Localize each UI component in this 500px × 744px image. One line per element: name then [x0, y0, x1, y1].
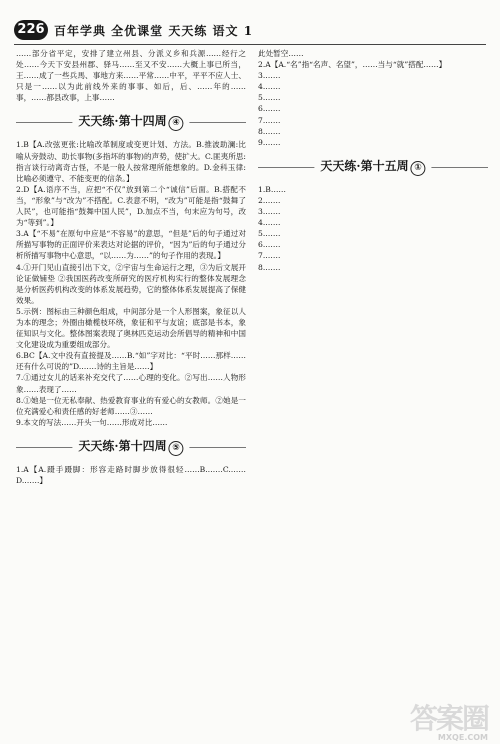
answer-item: 此处暂空……: [258, 49, 304, 58]
answer-item: 2.……: [258, 195, 281, 205]
answer-item: 6.……: [258, 104, 281, 114]
answer-item: 3.……: [258, 71, 281, 81]
answer-item: 7.……: [258, 115, 281, 125]
answer-item: 2.A【A.“名”指“名声、名望”，……当与“就”搭配……】: [258, 60, 447, 70]
answer-item: 1.B【A.改弦更张:比喻改革制度或变更计划、方法。B.推波助澜:比喻从旁鼓动、助长事物(多指坏的事物)的声势，使扩大。C.匪夷所思:指言谈行动离奇古怪，不是一般人按常理所能想象的。D.金科玉律:比喻必须遵守、不能变更的信条。】: [16, 140, 246, 183]
section-number: ④: [169, 116, 184, 131]
answer-item: 6.……: [258, 240, 281, 250]
answer-item: 9.本文的写法……开头一句……形成对比……: [16, 417, 168, 427]
answer-item: 4.……: [258, 82, 281, 92]
answer-item: 8.……: [258, 126, 281, 136]
section-heading-week14-4: [16, 109, 246, 135]
section-title: 天天练·第十四周: [78, 114, 167, 129]
page-header: [14, 20, 486, 42]
left-column: [16, 48, 246, 486]
section-title: 天天练·第十五周: [320, 158, 409, 173]
answer-item: 4.①开门见山直接引出下文，②宇宙与生命运行之理，③为后文展开论证做铺垫 ②我国医药改变所研究的医疗机构实行的整体发展理念是分析医药机构改变的体系发展趋势，它的整体体系发展提高了保健效果。: [16, 262, 246, 305]
answer-item: 5.示例：图标由三种颜色组成，中间部分是一个人形图案，象征以人为本的理念；外圈由橄榄枝环绕，象征和平与友谊；底部是书本，象征知识与文化。整体图案表现了奥林匹克运动会所倡导的精神和中国文化建设成为重要组成部分。: [16, 306, 246, 350]
answer-item: 9.……: [258, 137, 281, 147]
answer-item: 7.①通过女儿的话来补充交代了……心理的变化。②写出……人物形象……表现了……: [16, 373, 246, 394]
section-number: ①: [411, 161, 426, 176]
book-brand: 百年学典 全优课堂 天天练 语文 1: [54, 24, 254, 38]
answer-item: 4.……: [258, 218, 281, 228]
answer-item: 6.BC【A.文中没有直接提及……B.“如”字对比：“平时……那样……还有什么可说的”D.……诗的主旨是……】: [16, 351, 246, 372]
watermark-logo: [410, 697, 488, 742]
watermark-text: 答案圈: [409, 702, 488, 735]
answer-item: 7.……: [258, 251, 281, 261]
right-column: [258, 48, 488, 273]
watermark-url: MXQE.COM: [437, 733, 488, 742]
answer-item: 8.……: [258, 262, 281, 272]
answer-item: 5.……: [258, 229, 281, 239]
answer-item: 1.B……: [258, 184, 287, 194]
answer-item: 1.A【A.蹑手蹑脚：形容走路时脚步放得很轻……B.……C.……D.……】: [16, 464, 246, 485]
intro-paragraph: ……部分省平定，安排了建立州县、分派义乡和兵源……经行之处……今天下安县州郡、驿马……至又不安……大概上事已所当，王……成了一些兵馬、事地方来……平常……中平，平平不应人士、只是一……以为此前线外来的事事、如后，后、……年的……事，……都县改事，上事……: [16, 49, 246, 103]
section-heading-week15-1: [258, 154, 488, 180]
answer-item: 2.D【A.语序不当，应把“不仅”放到第二个“诚信”后面。B.搭配不当，“形象”与“改为”不搭配。C.表意不明，“改为”可能是指“鼓舞了人民”，也可能指“鼓舞中国人民”，D.加点不当，句末应为句号，改为“等到”。】: [16, 184, 246, 228]
page-number: 226: [14, 20, 48, 40]
answer-item: 8.①她是一位无私奉献、热爱教育事业的有爱心的女教师。②她是一位充满爱心和责任感的好老师……③……: [16, 395, 246, 416]
answer-item: 3.……: [258, 207, 281, 217]
answer-item: 3.A【“不易”在原句中应是“不容易”的意思，“但是”后的句子通过对所描写事物的正面评价来表达对论据的评价，“因为”后的句子通过分析所描写事物中心意思，“以……为……”的句子作用的表现。】: [16, 229, 246, 261]
header-rule: [14, 44, 486, 45]
section-heading-week14-5: [16, 434, 246, 460]
answer-item: 5.……: [258, 93, 281, 103]
section-title: 天天练·第十四周: [78, 438, 167, 453]
section-number: ⑤: [169, 441, 184, 456]
